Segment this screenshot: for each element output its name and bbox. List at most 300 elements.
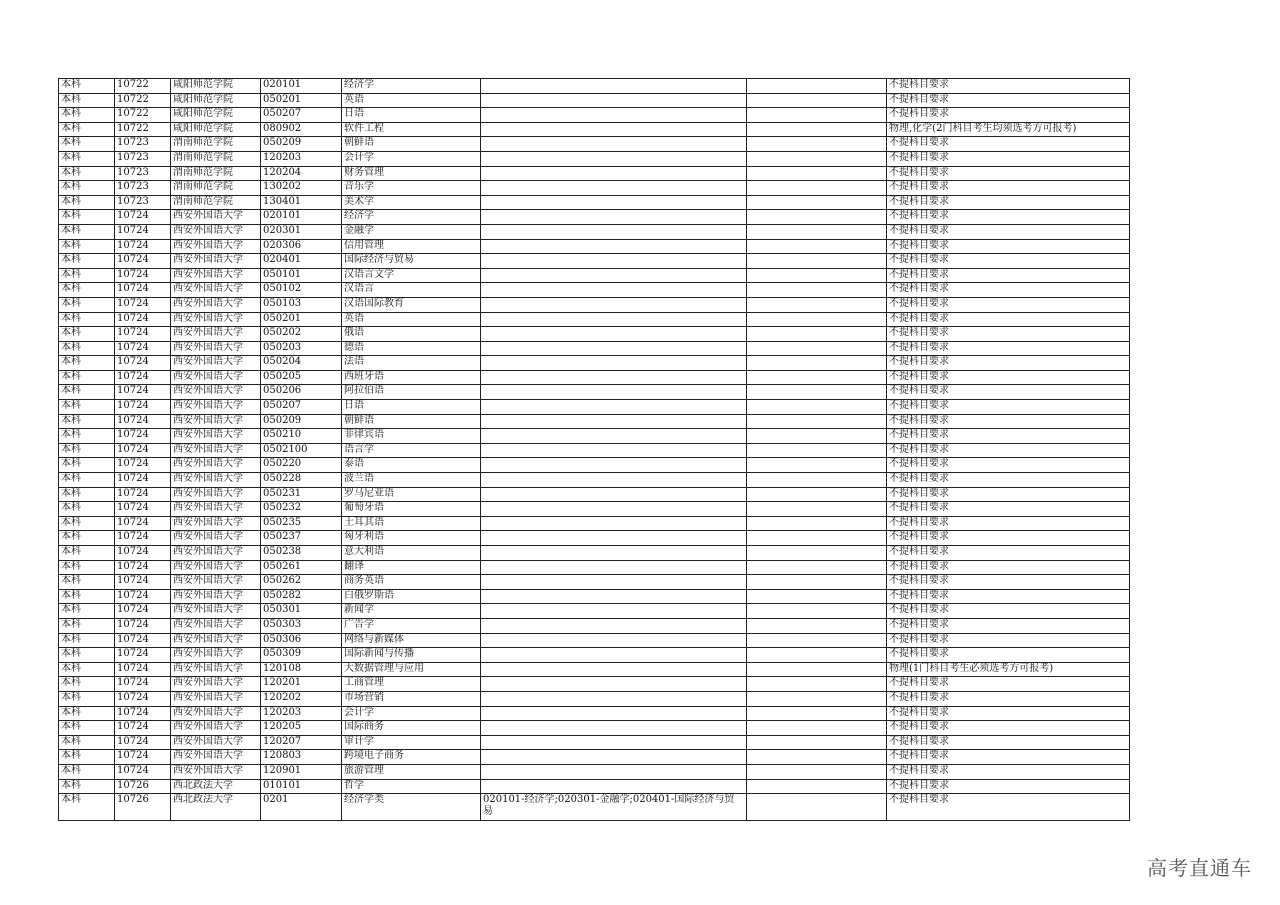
table-cell: 国际经济与贸易	[342, 254, 481, 269]
table-cell: 本科	[59, 706, 115, 721]
table-cell: 不提科目要求	[887, 254, 1130, 269]
table-cell	[481, 589, 747, 604]
table-cell: 本科	[59, 794, 115, 821]
table-cell: 本科	[59, 414, 115, 429]
table-cell: 本科	[59, 618, 115, 633]
table-cell: 10724	[115, 764, 171, 779]
table-cell: 朝鲜语	[342, 414, 481, 429]
table-row	[59, 108, 1130, 123]
table-cell: 咸阳师范学院	[171, 93, 261, 108]
table-row	[59, 414, 1130, 429]
table-cell: 经济学	[342, 210, 481, 225]
table-cell: 葡萄牙语	[342, 502, 481, 517]
table-cell: 本科	[59, 516, 115, 531]
table-row	[59, 589, 1130, 604]
table-cell	[481, 677, 747, 692]
table-row	[59, 794, 1130, 821]
table-cell: 翻译	[342, 560, 481, 575]
table-cell: 本科	[59, 677, 115, 692]
table-cell: 不提科目要求	[887, 575, 1130, 590]
table-cell: 本科	[59, 735, 115, 750]
table-cell: 10724	[115, 429, 171, 444]
table-cell: 白俄罗斯语	[342, 589, 481, 604]
table-cell: 050232	[261, 502, 342, 517]
table-cell: 本科	[59, 648, 115, 663]
table-cell: 10722	[115, 79, 171, 94]
table-cell: 050103	[261, 297, 342, 312]
table-cell: 西北政法大学	[171, 779, 261, 794]
table-cell	[481, 429, 747, 444]
table-cell: 市场营销	[342, 691, 481, 706]
table-cell	[481, 531, 747, 546]
table-cell: 本科	[59, 443, 115, 458]
table-cell	[481, 254, 747, 269]
table-cell	[747, 560, 887, 575]
table-cell: 西安外国语大学	[171, 458, 261, 473]
table-cell: 10724	[115, 546, 171, 561]
table-cell: 不提科目要求	[887, 385, 1130, 400]
table-cell: 西安外国语大学	[171, 327, 261, 342]
table-cell	[481, 560, 747, 575]
table-cell: 西安外国语大学	[171, 385, 261, 400]
table-row	[59, 356, 1130, 371]
table-cell: 西安外国语大学	[171, 531, 261, 546]
table-cell: 120201	[261, 677, 342, 692]
table-cell	[747, 589, 887, 604]
table-cell: 本科	[59, 283, 115, 298]
table-cell: 本科	[59, 721, 115, 736]
table-cell	[481, 385, 747, 400]
table-cell: 不提科目要求	[887, 706, 1130, 721]
table-cell	[481, 224, 747, 239]
table-cell	[481, 633, 747, 648]
table-cell: 10724	[115, 458, 171, 473]
table-cell: 西安外国语大学	[171, 239, 261, 254]
table-row	[59, 151, 1130, 166]
table-cell	[747, 516, 887, 531]
table-cell: 西安外国语大学	[171, 633, 261, 648]
table-row	[59, 429, 1130, 444]
table-cell: 西班牙语	[342, 370, 481, 385]
table-cell: 音乐学	[342, 181, 481, 196]
table-row	[59, 195, 1130, 210]
table-cell	[481, 458, 747, 473]
table-cell: 哲学	[342, 779, 481, 794]
table-cell: 050301	[261, 604, 342, 619]
table-cell	[481, 181, 747, 196]
table-cell: 050231	[261, 487, 342, 502]
table-row	[59, 516, 1130, 531]
table-cell: 不提科目要求	[887, 400, 1130, 415]
table-cell: 西安外国语大学	[171, 735, 261, 750]
table-cell: 10724	[115, 502, 171, 517]
table-cell	[747, 224, 887, 239]
table-cell: 本科	[59, 327, 115, 342]
table-cell: 050202	[261, 327, 342, 342]
table-row	[59, 750, 1130, 765]
table-cell	[747, 108, 887, 123]
table-cell: 不提科目要求	[887, 443, 1130, 458]
table-cell: 不提科目要求	[887, 195, 1130, 210]
table-row	[59, 93, 1130, 108]
table-cell: 罗马尼亚语	[342, 487, 481, 502]
table-cell: 10724	[115, 677, 171, 692]
table-cell: 西安外国语大学	[171, 662, 261, 677]
table-row	[59, 210, 1130, 225]
table-cell: 西安外国语大学	[171, 254, 261, 269]
table-cell: 本科	[59, 589, 115, 604]
table-cell: 0502100	[261, 443, 342, 458]
table-cell: 西安外国语大学	[171, 312, 261, 327]
table-cell: 050228	[261, 473, 342, 488]
table-cell	[481, 604, 747, 619]
table-row	[59, 268, 1130, 283]
table-cell: 日语	[342, 108, 481, 123]
table-cell: 不提科目要求	[887, 79, 1130, 94]
table-cell	[747, 721, 887, 736]
table-row	[59, 779, 1130, 794]
table-cell	[481, 312, 747, 327]
table-cell: 050237	[261, 531, 342, 546]
table-cell: 不提科目要求	[887, 473, 1130, 488]
table-row	[59, 735, 1130, 750]
table-cell: 本科	[59, 122, 115, 137]
table-cell: 本科	[59, 560, 115, 575]
table-cell: 本科	[59, 370, 115, 385]
table-row	[59, 327, 1130, 342]
table-cell: 渭南师范学院	[171, 137, 261, 152]
table-cell: 不提科目要求	[887, 677, 1130, 692]
table-cell: 本科	[59, 429, 115, 444]
table-row	[59, 531, 1130, 546]
table-cell	[481, 750, 747, 765]
table-cell: 不提科目要求	[887, 560, 1130, 575]
table-cell	[747, 546, 887, 561]
table-cell: 不提科目要求	[887, 224, 1130, 239]
table-row	[59, 648, 1130, 663]
table-cell: 050306	[261, 633, 342, 648]
table-cell	[747, 210, 887, 225]
table-cell: 020401	[261, 254, 342, 269]
table-cell: 不提科目要求	[887, 370, 1130, 385]
table-cell: 不提科目要求	[887, 633, 1130, 648]
table-cell	[481, 151, 747, 166]
table-cell: 10724	[115, 473, 171, 488]
table-cell: 10724	[115, 560, 171, 575]
table-row	[59, 385, 1130, 400]
table-cell	[747, 750, 887, 765]
table-cell	[481, 502, 747, 517]
table-cell	[747, 764, 887, 779]
table-row	[59, 691, 1130, 706]
table-cell: 西安外国语大学	[171, 706, 261, 721]
table-cell: 130202	[261, 181, 342, 196]
table-cell: 本科	[59, 502, 115, 517]
table-cell	[747, 706, 887, 721]
table-cell: 土耳其语	[342, 516, 481, 531]
table-cell: 英语	[342, 312, 481, 327]
table-row	[59, 297, 1130, 312]
table-cell: 050282	[261, 589, 342, 604]
table-cell: 050235	[261, 516, 342, 531]
table-cell: 西安外国语大学	[171, 546, 261, 561]
table-cell: 本科	[59, 531, 115, 546]
table-row	[59, 122, 1130, 137]
table-cell	[747, 458, 887, 473]
table-cell: 10724	[115, 531, 171, 546]
table-cell: 050206	[261, 385, 342, 400]
table-cell	[481, 400, 747, 415]
table-cell: 汉语言文学	[342, 268, 481, 283]
table-cell: 10724	[115, 312, 171, 327]
admission-table	[58, 78, 1130, 821]
table-row	[59, 181, 1130, 196]
table-cell: 西安外国语大学	[171, 210, 261, 225]
table-cell	[481, 195, 747, 210]
table-cell: 会计学	[342, 151, 481, 166]
table-cell: 本科	[59, 473, 115, 488]
table-cell	[481, 764, 747, 779]
table-cell: 10724	[115, 297, 171, 312]
table-cell: 不提科目要求	[887, 210, 1130, 225]
table-row	[59, 662, 1130, 677]
table-cell: 不提科目要求	[887, 283, 1130, 298]
table-cell	[747, 297, 887, 312]
table-cell	[747, 400, 887, 415]
table-cell: 120202	[261, 691, 342, 706]
table-cell: 本科	[59, 181, 115, 196]
table-cell: 10724	[115, 706, 171, 721]
table-cell: 10724	[115, 356, 171, 371]
table-cell: 本科	[59, 239, 115, 254]
table-cell: 10724	[115, 341, 171, 356]
table-cell: 120203	[261, 151, 342, 166]
table-cell: 120205	[261, 721, 342, 736]
table-cell: 本科	[59, 195, 115, 210]
table-cell: 美术学	[342, 195, 481, 210]
table-cell: 本科	[59, 400, 115, 415]
table-cell: 审计学	[342, 735, 481, 750]
table-cell: 10726	[115, 794, 171, 821]
table-cell: 10723	[115, 181, 171, 196]
table-cell	[747, 502, 887, 517]
table-cell: 阿拉伯语	[342, 385, 481, 400]
table-cell: 120204	[261, 166, 342, 181]
table-cell	[481, 662, 747, 677]
table-cell: 10724	[115, 604, 171, 619]
table-cell: 不提科目要求	[887, 108, 1130, 123]
table-cell: 本科	[59, 750, 115, 765]
table-cell: 本科	[59, 662, 115, 677]
table-cell: 020301	[261, 224, 342, 239]
table-cell	[747, 794, 887, 821]
table-cell: 不提科目要求	[887, 297, 1130, 312]
table-cell: 10724	[115, 400, 171, 415]
table-row	[59, 166, 1130, 181]
table-cell: 经济学	[342, 79, 481, 94]
table-cell: 120901	[261, 764, 342, 779]
table-cell: 050201	[261, 93, 342, 108]
table-cell: 不提科目要求	[887, 181, 1130, 196]
table-cell: 不提科目要求	[887, 779, 1130, 794]
table-row	[59, 633, 1130, 648]
table-cell	[481, 487, 747, 502]
table-cell	[747, 779, 887, 794]
table-cell: 050203	[261, 341, 342, 356]
table-cell: 不提科目要求	[887, 356, 1130, 371]
table-cell: 10724	[115, 254, 171, 269]
table-cell: 俄语	[342, 327, 481, 342]
table-cell: 050209	[261, 137, 342, 152]
table-cell: 西安外国语大学	[171, 575, 261, 590]
table-cell	[481, 779, 747, 794]
table-row	[59, 400, 1130, 415]
table-cell: 050207	[261, 108, 342, 123]
table-row	[59, 312, 1130, 327]
table-cell	[747, 239, 887, 254]
table-cell: 西安外国语大学	[171, 370, 261, 385]
table-cell: 10724	[115, 633, 171, 648]
table-cell	[747, 370, 887, 385]
table-cell	[747, 283, 887, 298]
table-cell: 本科	[59, 108, 115, 123]
table-cell: 波兰语	[342, 473, 481, 488]
table-row	[59, 254, 1130, 269]
table-cell: 本科	[59, 312, 115, 327]
table-cell: 不提科目要求	[887, 618, 1130, 633]
table-row	[59, 721, 1130, 736]
table-cell	[747, 443, 887, 458]
table-cell: 10724	[115, 735, 171, 750]
table-cell	[747, 122, 887, 137]
table-cell: 汉语言	[342, 283, 481, 298]
table-cell: 工商管理	[342, 677, 481, 692]
table-cell	[481, 297, 747, 312]
table-cell: 金融学	[342, 224, 481, 239]
table-cell	[747, 604, 887, 619]
table-cell: 10723	[115, 195, 171, 210]
table-cell: 西安外国语大学	[171, 429, 261, 444]
table-cell	[481, 210, 747, 225]
table-row	[59, 79, 1130, 94]
table-cell: 英语	[342, 93, 481, 108]
table-cell	[747, 356, 887, 371]
table-cell: 泰语	[342, 458, 481, 473]
table-cell: 10724	[115, 283, 171, 298]
table-cell: 软件工程	[342, 122, 481, 137]
table-cell: 本科	[59, 151, 115, 166]
table-cell	[747, 735, 887, 750]
table-cell: 不提科目要求	[887, 458, 1130, 473]
table-cell: 050261	[261, 560, 342, 575]
table-cell	[747, 268, 887, 283]
table-cell: 10724	[115, 750, 171, 765]
table-cell: 西安外国语大学	[171, 589, 261, 604]
table-cell: 西安外国语大学	[171, 268, 261, 283]
table-cell: 国际新闻与传播	[342, 648, 481, 663]
table-cell: 网络与新媒体	[342, 633, 481, 648]
table-cell	[747, 662, 887, 677]
table-cell: 西安外国语大学	[171, 618, 261, 633]
table-cell: 10724	[115, 385, 171, 400]
table-cell	[747, 414, 887, 429]
table-cell: 10724	[115, 618, 171, 633]
table-cell: 050262	[261, 575, 342, 590]
table-cell: 不提科目要求	[887, 312, 1130, 327]
table-cell: 120803	[261, 750, 342, 765]
table-cell: 10722	[115, 122, 171, 137]
table-cell: 西安外国语大学	[171, 400, 261, 415]
table-cell: 不提科目要求	[887, 151, 1130, 166]
table-row	[59, 473, 1130, 488]
table-cell: 不提科目要求	[887, 268, 1130, 283]
table-cell: 不提科目要求	[887, 341, 1130, 356]
table-cell	[747, 429, 887, 444]
table-cell: 不提科目要求	[887, 414, 1130, 429]
table-cell: 050101	[261, 268, 342, 283]
table-cell: 西安外国语大学	[171, 691, 261, 706]
table-cell	[481, 735, 747, 750]
table-cell	[481, 546, 747, 561]
table-cell	[481, 327, 747, 342]
table-cell: 咸阳师范学院	[171, 122, 261, 137]
table-cell: 物理(1门科目考生必须选考方可报考)	[887, 662, 1130, 677]
table-cell: 不提科目要求	[887, 531, 1130, 546]
table-cell: 本科	[59, 691, 115, 706]
table-cell: 新闻学	[342, 604, 481, 619]
table-cell: 意大利语	[342, 546, 481, 561]
table-cell: 不提科目要求	[887, 327, 1130, 342]
table-cell: 本科	[59, 93, 115, 108]
table-cell	[747, 254, 887, 269]
table-cell: 10722	[115, 93, 171, 108]
table-cell: 10724	[115, 268, 171, 283]
table-row	[59, 283, 1130, 298]
table-cell: 本科	[59, 604, 115, 619]
table-cell	[747, 531, 887, 546]
table-row	[59, 502, 1130, 517]
table-cell	[747, 166, 887, 181]
table-cell: 10723	[115, 151, 171, 166]
table-cell	[481, 166, 747, 181]
table-cell: 本科	[59, 779, 115, 794]
table-cell: 010101	[261, 779, 342, 794]
table-row	[59, 677, 1130, 692]
table-cell	[481, 414, 747, 429]
table-cell: 10723	[115, 137, 171, 152]
table-cell: 本科	[59, 385, 115, 400]
table-cell	[481, 356, 747, 371]
table-cell: 不提科目要求	[887, 794, 1130, 821]
table-cell: 10724	[115, 210, 171, 225]
table-cell: 广告学	[342, 618, 481, 633]
table-cell: 本科	[59, 764, 115, 779]
table-cell: 本科	[59, 575, 115, 590]
table-cell: 10724	[115, 721, 171, 736]
table-cell: 本科	[59, 268, 115, 283]
table-cell	[481, 516, 747, 531]
table-cell: 旅游管理	[342, 764, 481, 779]
table-cell: 西安外国语大学	[171, 443, 261, 458]
table-cell: 咸阳师范学院	[171, 79, 261, 94]
table-cell: 不提科目要求	[887, 137, 1130, 152]
table-cell: 西安外国语大学	[171, 283, 261, 298]
table-cell	[747, 195, 887, 210]
table-cell: 10724	[115, 414, 171, 429]
table-cell: 西安外国语大学	[171, 560, 261, 575]
table-row	[59, 604, 1130, 619]
table-cell: 不提科目要求	[887, 516, 1130, 531]
